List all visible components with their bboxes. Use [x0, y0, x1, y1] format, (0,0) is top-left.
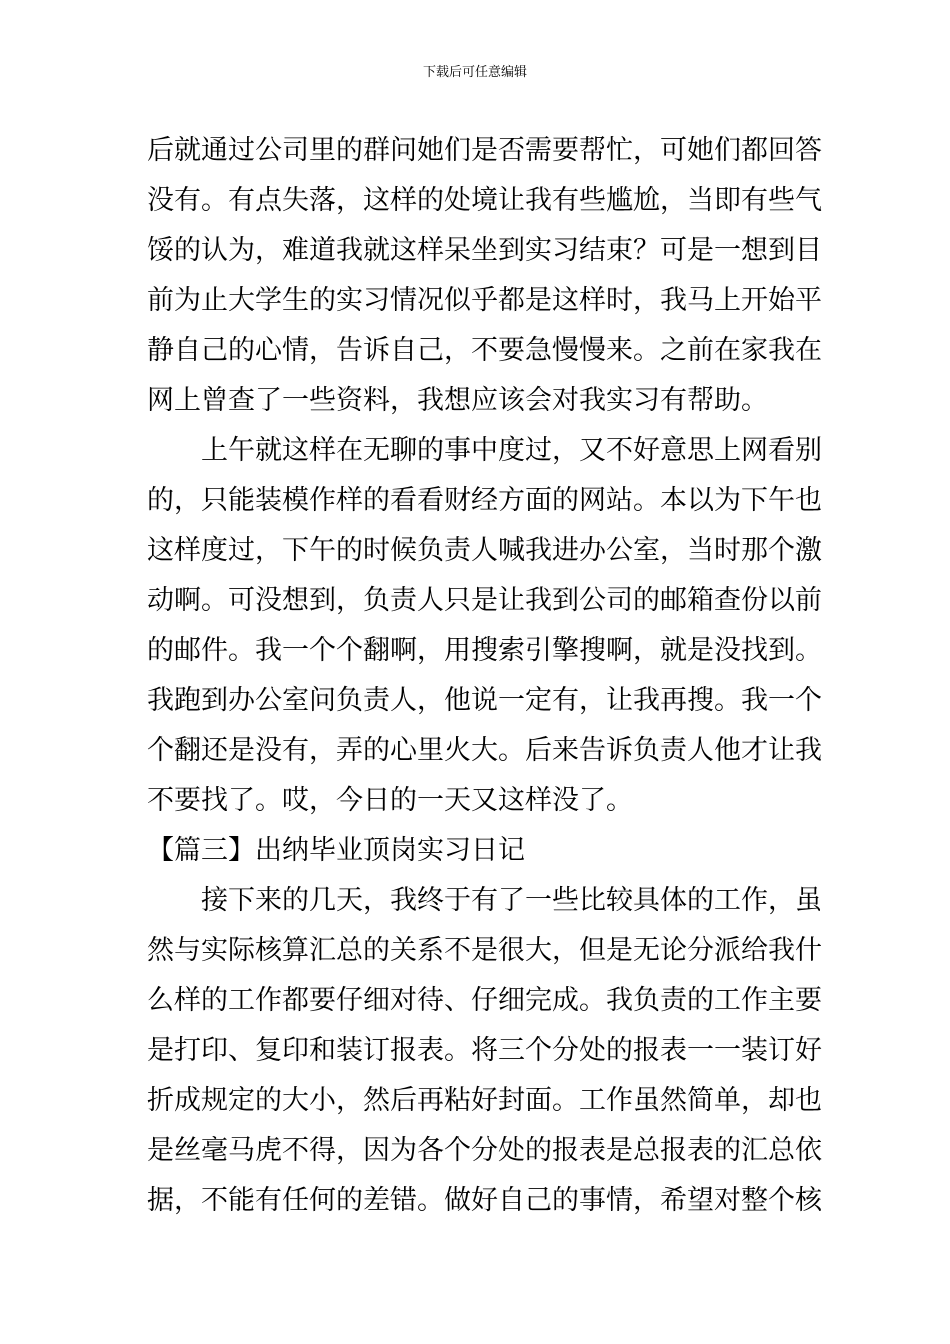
- text-line: 么样的工作都要仔细对待、仔细完成。我负责的工作主要: [147, 985, 822, 1016]
- paragraph-start-line: 接下来的几天，我终于有了一些比较具体的工作，虽: [201, 885, 822, 916]
- text-line: 然与实际核算汇总的关系不是很大，但是无论分派给我什: [147, 935, 822, 966]
- text-line: 不要找了。哎，今日的一天又这样没了。: [147, 785, 633, 816]
- document-body: [147, 126, 822, 1226]
- text-line: 我跑到办公室问负责人，他说一定有，让我再搜。我一个: [147, 685, 822, 716]
- text-line: 的邮件。我一个个翻啊，用搜索引擎搜啊，就是没找到。: [147, 635, 822, 666]
- paragraph-start-line: 上午就这样在无聊的事中度过，又不好意思上网看别: [201, 435, 822, 466]
- text-line: 折成规定的大小，然后再粘好封面。工作虽然简单，却也: [147, 1085, 822, 1116]
- text-line: 静自己的心情，告诉自己，不要急慢慢来。之前在家我在: [147, 335, 822, 366]
- text-line: 这样度过，下午的时候负责人喊我进办公室，当时那个激: [147, 535, 822, 566]
- section-heading: 【篇三】出纳毕业顶岗实习日记: [147, 835, 525, 866]
- text-line: 馁的认为，难道我就这样呆坐到实习结束？可是一想到目: [147, 235, 822, 266]
- text-line: 没有。有点失落，这样的处境让我有些尴尬，当即有些气: [147, 185, 822, 216]
- text-line: 据，不能有任何的差错。做好自己的事情，希望对整个核: [147, 1185, 822, 1216]
- text-line: 后就通过公司里的群问她们是否需要帮忙，可她们都回答: [147, 135, 822, 166]
- text-line: 动啊。可没想到，负责人只是让我到公司的邮箱查份以前: [147, 585, 822, 616]
- text-line: 网上曾查了一些资料，我想应该会对我实习有帮助。: [147, 385, 768, 416]
- text-line: 是丝毫马虎不得，因为各个分处的报表是总报表的汇总依: [147, 1135, 822, 1166]
- text-line: 前为止大学生的实习情况似乎都是这样时，我马上开始平: [147, 285, 822, 316]
- page-header: 下载后可任意编辑: [422, 65, 527, 80]
- text-line: 是打印、复印和装订报表。将三个分处的报表一一装订好: [147, 1035, 822, 1066]
- text-line: 个翻还是没有，弄的心里火大。后来告诉负责人他才让我: [147, 735, 822, 766]
- text-line: 的，只能装模作样的看看财经方面的网站。本以为下午也: [147, 485, 822, 516]
